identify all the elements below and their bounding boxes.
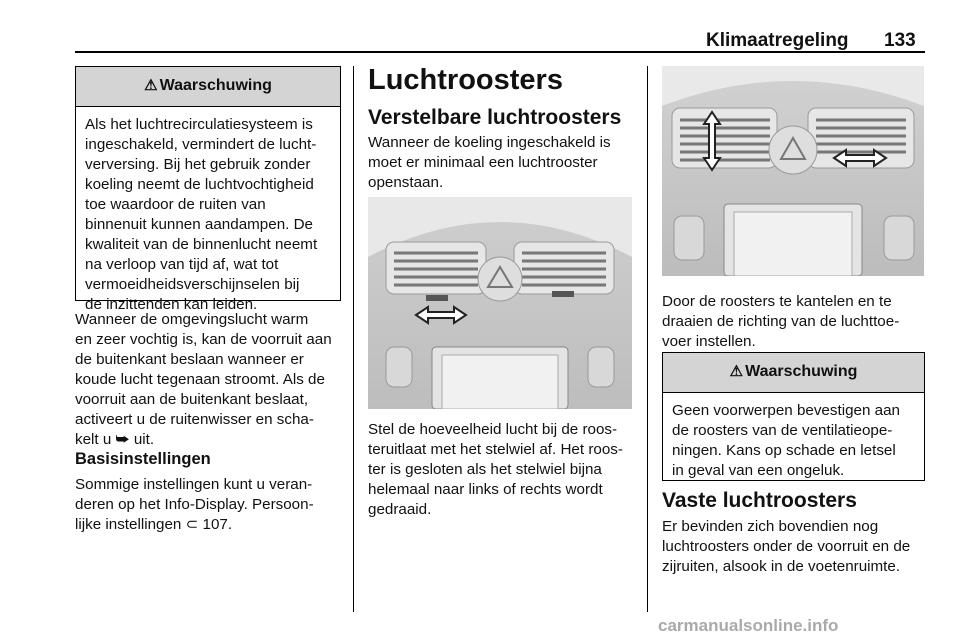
column-divider-left xyxy=(353,66,354,612)
paragraph-line: lijke instellingen ⊂ 107. xyxy=(75,516,233,533)
paragraph-line: ter is gesloten als het stelwiel bijna xyxy=(368,461,602,478)
vent-illustration-2 xyxy=(662,66,924,276)
paragraph-line: Door de roosters te kantelen en te xyxy=(662,293,892,310)
warning-header xyxy=(663,353,924,393)
basic-settings-text xyxy=(75,475,314,535)
intro-text xyxy=(368,133,611,193)
warning-title: Waarschuwing xyxy=(159,77,272,94)
paragraph-line: kelt u ⮩ uit. xyxy=(75,431,155,448)
paragraph-line: activeert u de ruitenwisser en scha- xyxy=(75,411,314,428)
vent-illustration-1 xyxy=(368,197,632,409)
section-subheading: Verstelbare luchtroosters xyxy=(368,106,622,129)
paragraph-line: voer instellen. xyxy=(662,333,756,350)
paragraph-line: en zeer vochtig is, kan de voorruit aan xyxy=(75,331,332,348)
warning-line: ningen. Kans op schade en letsel xyxy=(672,442,896,459)
paragraph-line: openstaan. xyxy=(368,174,444,191)
warning-line: na verloop van tijd af, wat tot xyxy=(85,256,279,273)
warning-title: Waarschuwing xyxy=(745,363,858,380)
watermark: carmanualsonline.info xyxy=(658,616,839,635)
paragraph-line: Stel de hoeveelheid lucht bij de roos- xyxy=(368,421,618,438)
warning-line: verversing. Bij het gebruik zonder xyxy=(85,156,311,173)
page-number: 133 xyxy=(884,30,916,51)
vent-direction-caption xyxy=(662,292,899,352)
warning-line: in geval van een ongeluk. xyxy=(672,462,845,479)
page-header-title: Klimaatregeling xyxy=(706,30,849,51)
warning-box xyxy=(662,352,925,481)
warning-line: Geen voorwerpen bevestigen aan xyxy=(672,402,900,419)
warning-header xyxy=(76,67,340,107)
warning-triangle-icon: ⚠ xyxy=(144,77,158,94)
warning-line: vermoeidheidsverschijnselen bij xyxy=(85,276,300,293)
warning-box xyxy=(75,66,341,313)
warning-triangle-icon: ⚠ xyxy=(729,363,744,380)
header-rule xyxy=(75,51,925,53)
paragraph-line: Wanneer de koeling ingeschakeld is xyxy=(368,134,611,151)
paragraph-line: Wanneer de omgevingslucht warm xyxy=(75,311,309,328)
paragraph-line: helemaal naar links of rechts wordt xyxy=(368,481,603,498)
basic-settings-heading: Basisinstellingen xyxy=(75,450,211,468)
paragraph-line: draaien de richting van de luchttoe- xyxy=(662,313,900,330)
warning-line: de inzittenden kan leiden. xyxy=(85,296,258,313)
paragraph-line: koude lucht tegenaan stroomt. Als de xyxy=(75,371,325,388)
section-heading: Luchtroosters xyxy=(368,64,563,96)
warning-line: binnenuit kunnen aandampen. De xyxy=(85,216,313,233)
warning-line: koeling neemt de luchtvochtigheid xyxy=(85,176,314,193)
warning-text xyxy=(76,107,340,315)
warning-line: ingeschakeld, vermindert de lucht- xyxy=(85,136,317,153)
paragraph-line: gedraaid. xyxy=(368,501,432,518)
paragraph-line: luchtroosters onder de voorruit en de xyxy=(662,538,911,555)
paragraph-line: teruitlaat met het stelwiel af. Het roos- xyxy=(368,441,623,458)
column-divider-right xyxy=(647,66,648,612)
dashboard-vents-closeup-drawing xyxy=(662,66,924,276)
paragraph-line: voorruit aan de buitenkant beslaat, xyxy=(75,391,309,408)
paragraph-line: Er bevinden zich bovendien nog xyxy=(662,518,879,535)
dashboard-vents-drawing xyxy=(368,197,632,409)
warning-line: kwaliteit van de binnenlucht neemt xyxy=(85,236,318,253)
fixed-vents-heading: Vaste luchtroosters xyxy=(662,489,857,512)
vent-caption xyxy=(368,420,623,520)
humidity-paragraph xyxy=(75,310,332,450)
warning-line: toe waardoor de ruiten van xyxy=(85,196,266,213)
paragraph-line: Sommige instellingen kunt u veran- xyxy=(75,476,313,493)
warning-line: Als het luchtrecirculatiesysteem is xyxy=(85,116,313,133)
paragraph-line: moet er minimaal een luchtrooster xyxy=(368,154,598,171)
fixed-vents-text xyxy=(662,517,910,577)
warning-line: de roosters van de ventilatieope- xyxy=(672,422,893,439)
warning-text xyxy=(663,393,924,481)
paragraph-line: deren op het Info-Display. Persoon- xyxy=(75,496,314,513)
paragraph-line: zijruiten, alsook in de voetenruimte. xyxy=(662,558,901,575)
paragraph-line: de buitenkant beslaan wanneer er xyxy=(75,351,304,368)
